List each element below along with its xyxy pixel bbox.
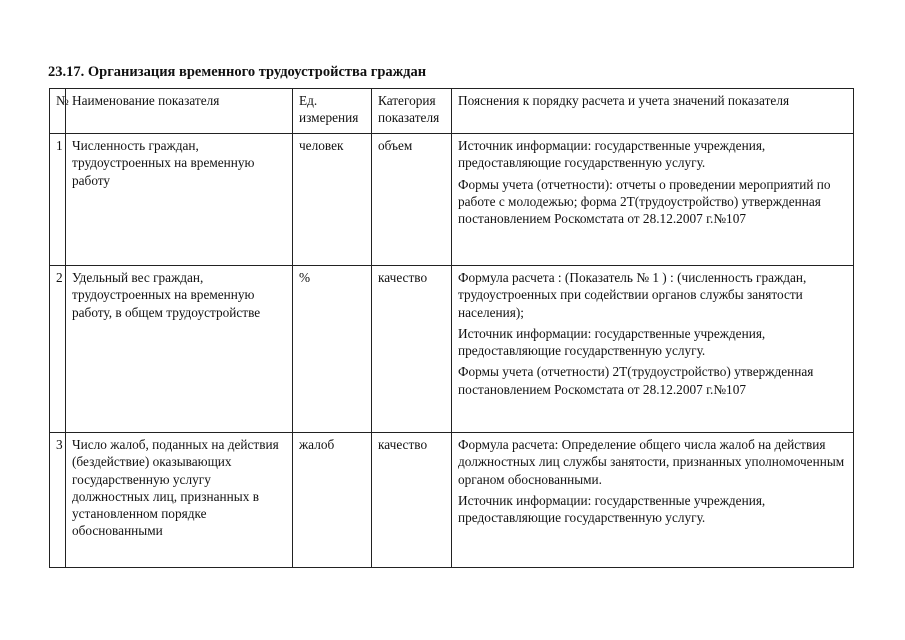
calculation-notes — [452, 134, 854, 266]
unit-of-measure: жалоб — [293, 433, 372, 568]
row-number: 3 — [50, 433, 66, 568]
notes-paragraph: Источник информации: государственные учреждения, предоставляющие государственную услугу. — [458, 138, 766, 171]
header-number: № — [50, 89, 66, 134]
header-unit: Ед. измерения — [293, 89, 372, 134]
table-header-row — [50, 89, 854, 134]
row-number: 1 — [50, 134, 66, 266]
unit-of-measure: % — [293, 266, 372, 433]
indicator-category: качество — [372, 266, 452, 433]
notes-paragraph: Формы учета (отчетности): отчеты о проведении мероприятий по работе с молодежью; форма 2Т(трудоустройство) утвержденная постановлением Роскомстата от 28.12.2007 г.№107 — [458, 176, 831, 227]
table-row — [50, 266, 854, 433]
calculation-notes — [452, 433, 854, 568]
row-number: 2 — [50, 266, 66, 433]
notes-paragraph: Формула расчета : (Показатель № 1 ) : (численность граждан, трудоустроенных при содействии органов службы занятости населения); — [458, 270, 807, 320]
indicator-name: Удельный вес граждан, трудоустроенных на временную работу, в общем трудоустройстве — [66, 266, 293, 433]
notes-paragraph: Формы учета (отчетности) 2Т(трудоустройство) утвержденная постановлением Роскомстата от 28.12.2007 г.№107 — [458, 364, 814, 397]
header-name: Наименование показателя — [66, 89, 293, 134]
section-title: 23.17. Организация временного трудоустройства граждан — [48, 64, 427, 80]
indicator-category: объем — [372, 134, 452, 266]
notes-paragraph: Формула расчета: Определение общего числа жалоб на действия должностных лиц службы занятости, признанных уполномоченным органом обоснованными. — [458, 437, 845, 487]
indicator-name: Численность граждан, трудоустроенных на временную работу — [66, 134, 293, 266]
notes-paragraph: Источник информации: государственные учреждения, предоставляющие государственную услугу. — [458, 492, 766, 526]
calculation-notes — [452, 266, 854, 433]
header-category: Категория показателя — [372, 89, 452, 134]
notes-paragraph: Источник информации: государственные учреждения, предоставляющие государственную услугу. — [458, 325, 766, 359]
unit-of-measure: человек — [293, 134, 372, 266]
header-notes: Пояснения к порядку расчета и учета значений показателя — [452, 89, 854, 134]
indicator-category: качество — [372, 433, 452, 568]
table-row — [50, 433, 854, 568]
table-row — [50, 134, 854, 266]
indicator-name: Число жалоб, поданных на действия (бездействие) оказывающих государственную услугу должностных лиц, признанных в установленном порядке обоснованными — [66, 433, 293, 568]
indicators-table — [49, 88, 854, 568]
